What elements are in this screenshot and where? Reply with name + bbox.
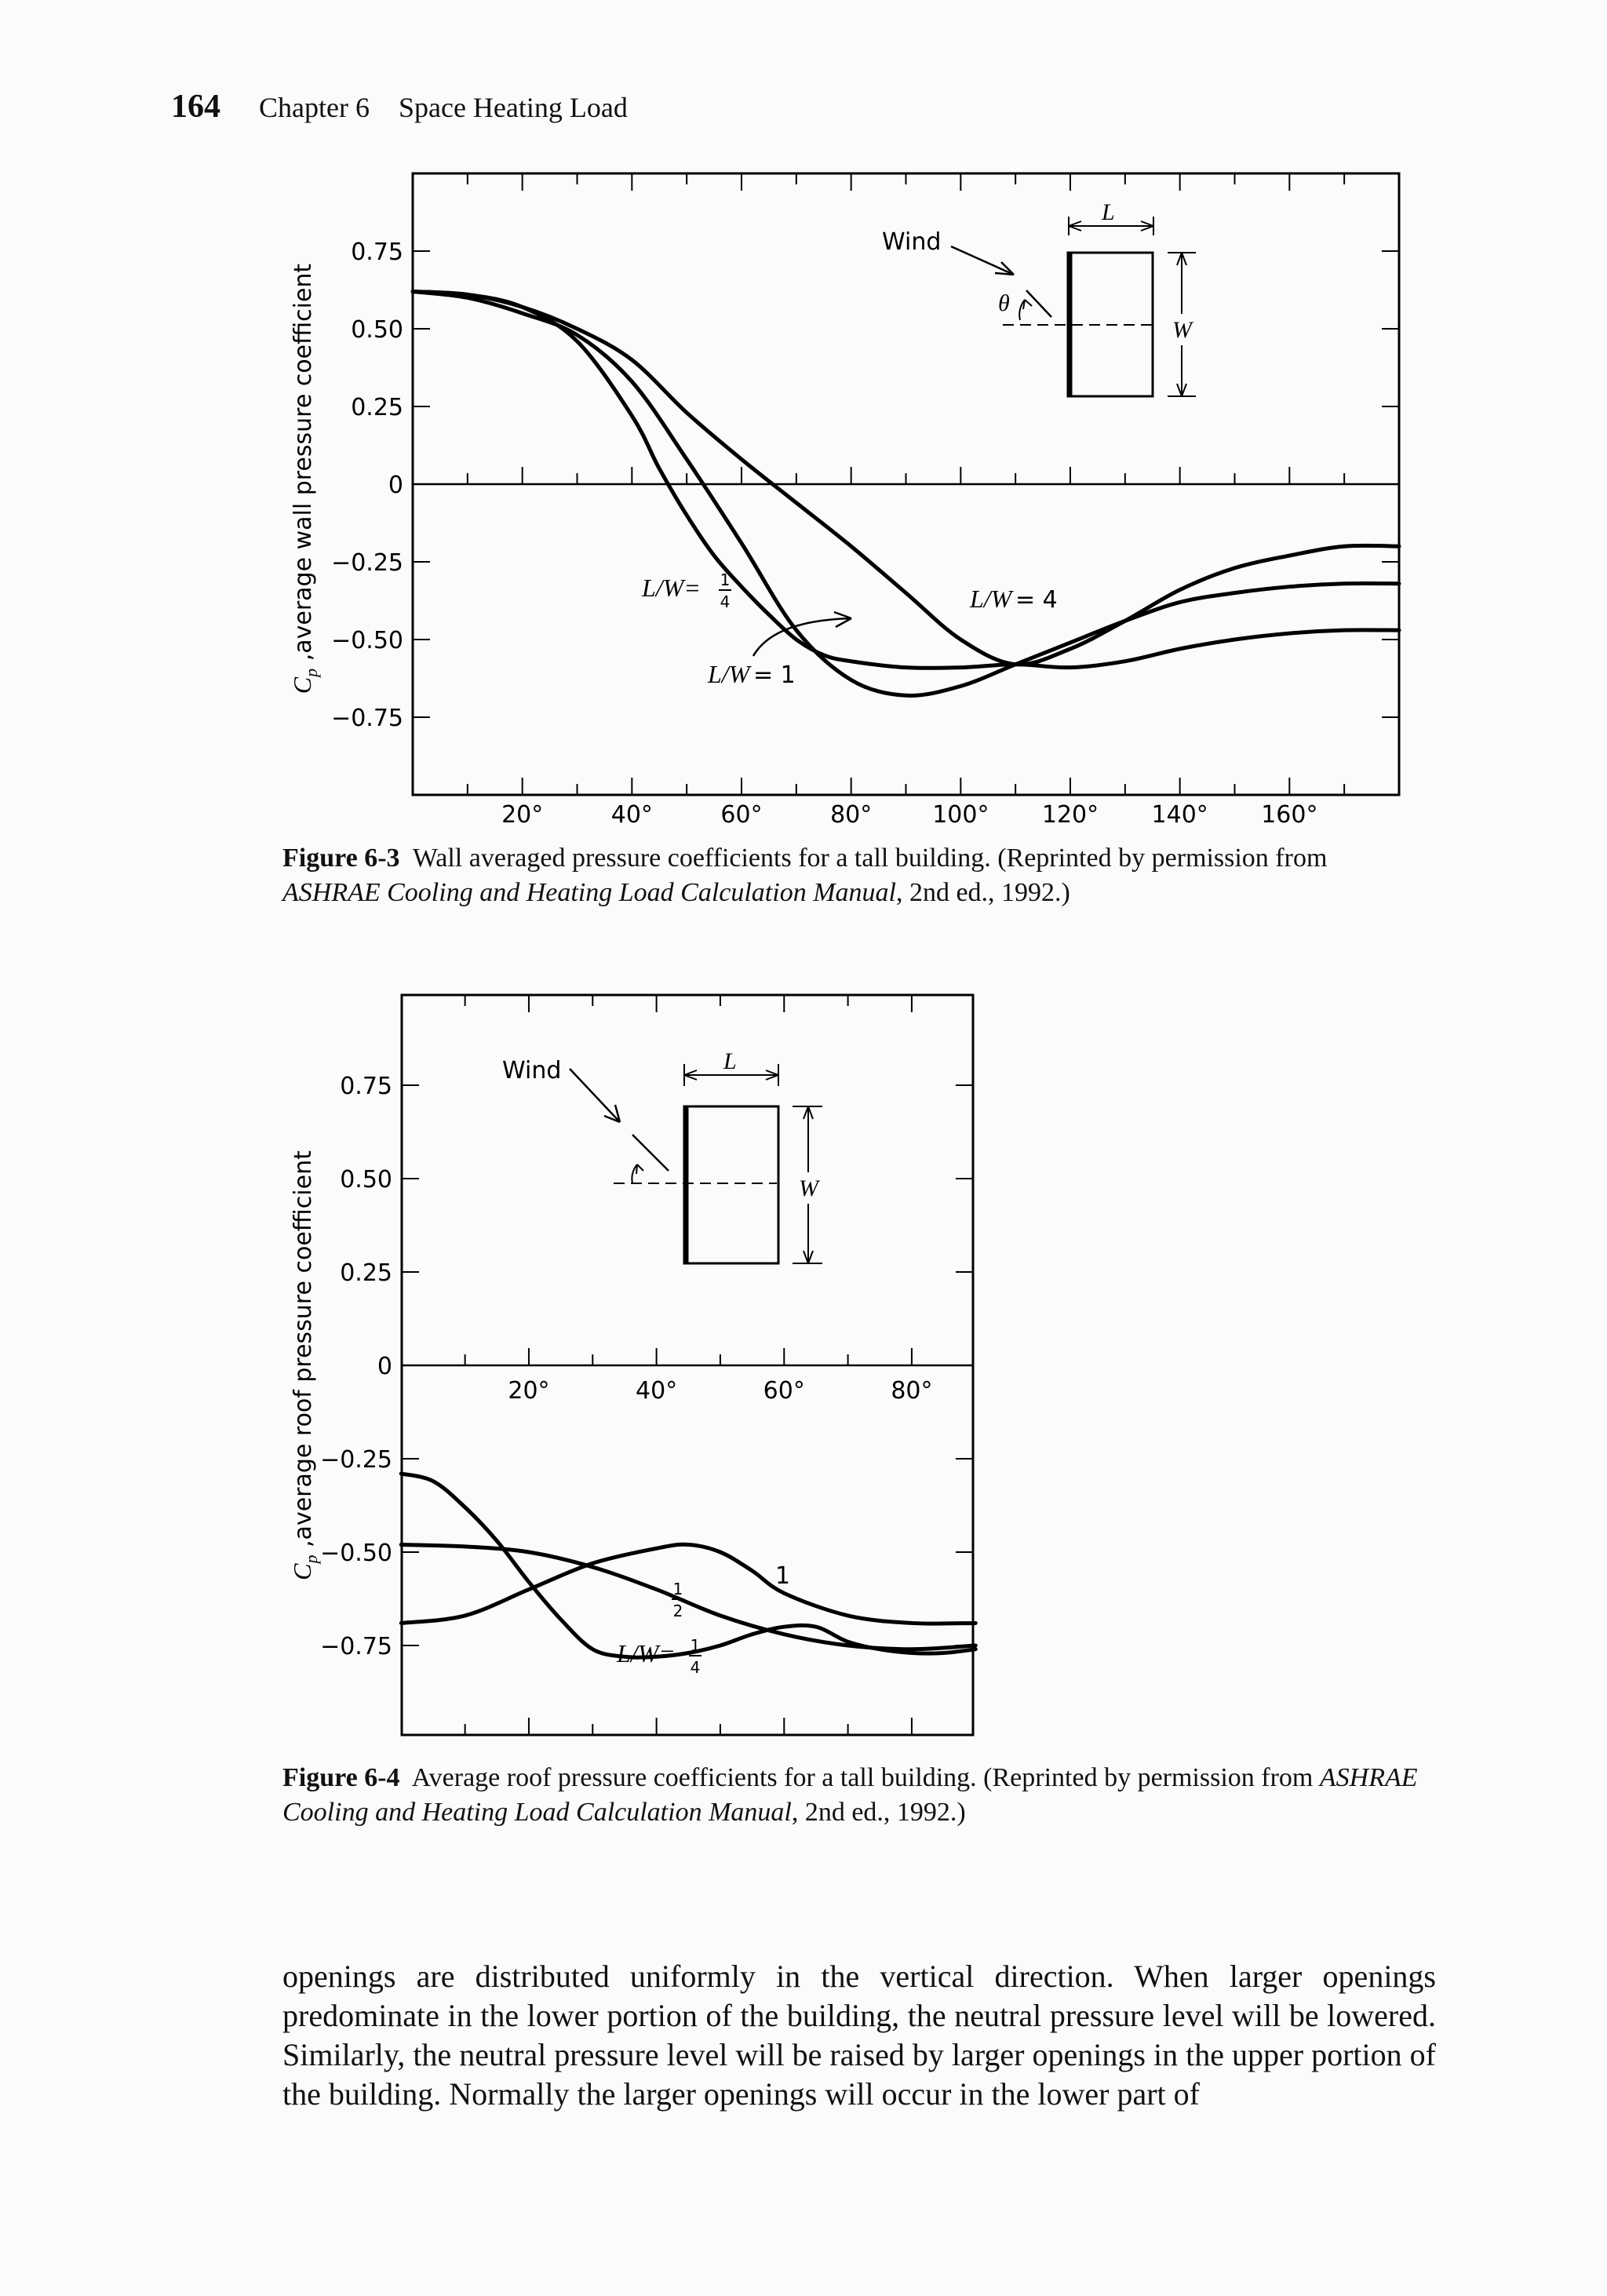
x-tick-label: 60°: [720, 801, 763, 829]
svg-text:L/W=: L/W=: [642, 574, 701, 602]
length-label: L: [1102, 199, 1115, 225]
wind-label: Wind: [502, 1057, 562, 1084]
x-tick-label: 40°: [610, 801, 653, 829]
curve-l-w-1: [401, 1544, 975, 1624]
x-tick-label: 20°: [501, 801, 544, 829]
svg-text:L/W: L/W: [708, 660, 750, 688]
x-tick-label: 80°: [891, 1377, 933, 1405]
y-tick-label: 0.25: [351, 394, 403, 421]
body-paragraph: openings are distributed uniformly in the vertical direction. When larger openings predominate in the lower portion of the building, the neutral pressure level will be lowered. Similarly, the neutral pressure level will be raised by larger openings in the upper portion of the building. Normally the larger openings will occur in the lower part of: [282, 1959, 1436, 2112]
page-number: 164: [171, 89, 220, 125]
caption-tail: , 2nd ed., 1992.): [895, 878, 1070, 907]
x-tick-label: 40°: [636, 1377, 678, 1405]
y-tick-label: −0.75: [331, 705, 403, 732]
y-tick-label: −0.75: [320, 1633, 392, 1660]
width-label: W: [1172, 317, 1192, 343]
caption-text: Wall averaged pressure coefficients for a tall building. (Reprinted by permission from: [412, 844, 1328, 873]
svg-text:1: 1: [672, 1580, 683, 1598]
y-tick-label: 0: [388, 472, 403, 499]
curves-group: [401, 1474, 975, 1657]
y-tick-label: −0.50: [320, 1540, 392, 1567]
wind-label: Wind: [882, 228, 942, 256]
y-tick-label: 0.25: [340, 1259, 392, 1287]
caption-label: Figure 6-4: [282, 1763, 400, 1792]
curve-l-w-1-2: [401, 1544, 975, 1649]
curve-l-w-1-4: [401, 1474, 975, 1657]
label-roof-lw-quarter: [616, 1636, 701, 1677]
y-tick-label: 0.50: [351, 316, 403, 344]
x-tick-label: 60°: [763, 1377, 805, 1405]
x-tick-label: 120°: [1041, 801, 1099, 829]
caption-label: Figure 6-3: [282, 844, 400, 873]
svg-text:1: 1: [690, 1636, 701, 1655]
chapter-title: Space Heating Load: [398, 92, 628, 123]
x-tick-label: 160°: [1261, 801, 1318, 829]
labels-group: [320, 1073, 932, 1660]
svg-text:= 4: = 4: [1015, 586, 1058, 614]
y-tick-label: 0.75: [351, 239, 403, 266]
svg-text:1: 1: [720, 570, 731, 589]
width-label: W: [799, 1175, 818, 1201]
x-tick-label: 100°: [932, 801, 989, 829]
y-tick-label: 0.75: [340, 1073, 392, 1100]
wind-inset-diagram: [502, 1048, 822, 1263]
svg-text:4: 4: [720, 592, 731, 611]
x-tick-label: 140°: [1151, 801, 1208, 829]
theta-label: θ: [998, 290, 1010, 316]
y-tick-label: 0.50: [340, 1166, 392, 1194]
y-axis-label: $C_p$ ,average roof pressure coefficient: [288, 1150, 321, 1580]
y-tick-label: 0: [377, 1353, 392, 1380]
svg-text:L/W: L/W: [970, 585, 1012, 613]
figure-6-4-caption: [282, 1761, 1420, 1830]
chapter-label: Chapter 6: [259, 92, 370, 123]
svg-text:= 1: = 1: [753, 661, 796, 689]
svg-text:1: 1: [775, 1562, 791, 1590]
svg-text:2: 2: [672, 1602, 683, 1620]
length-label: L: [723, 1048, 737, 1074]
caption-text: Average roof pressure coefficients for a tall building. (Reprinted by permission from: [411, 1763, 1320, 1792]
label-roof-lw-half: [672, 1580, 684, 1620]
svg-text:L/W=: L/W=: [617, 1639, 676, 1667]
x-tick-label: 20°: [508, 1377, 550, 1405]
y-axis-label: $C_p$ ,average wall pressure coefficient: [288, 263, 321, 694]
caption-source: ASHRAE Cooling and Heating Load Calculation Manual: [282, 878, 896, 907]
y-tick-label: −0.50: [331, 627, 403, 654]
x-tick-label: 80°: [830, 801, 873, 829]
caption-tail: , 2nd ed., 1992.): [791, 1798, 966, 1827]
caption-source: ASHRAE Cooling and Heating Load Calculation Manual: [282, 1763, 1418, 1827]
svg-text:4: 4: [690, 1658, 701, 1677]
label-roof-lw-1: [775, 1562, 790, 1590]
y-tick-label: −0.25: [331, 549, 403, 577]
y-tick-label: −0.25: [320, 1446, 392, 1474]
